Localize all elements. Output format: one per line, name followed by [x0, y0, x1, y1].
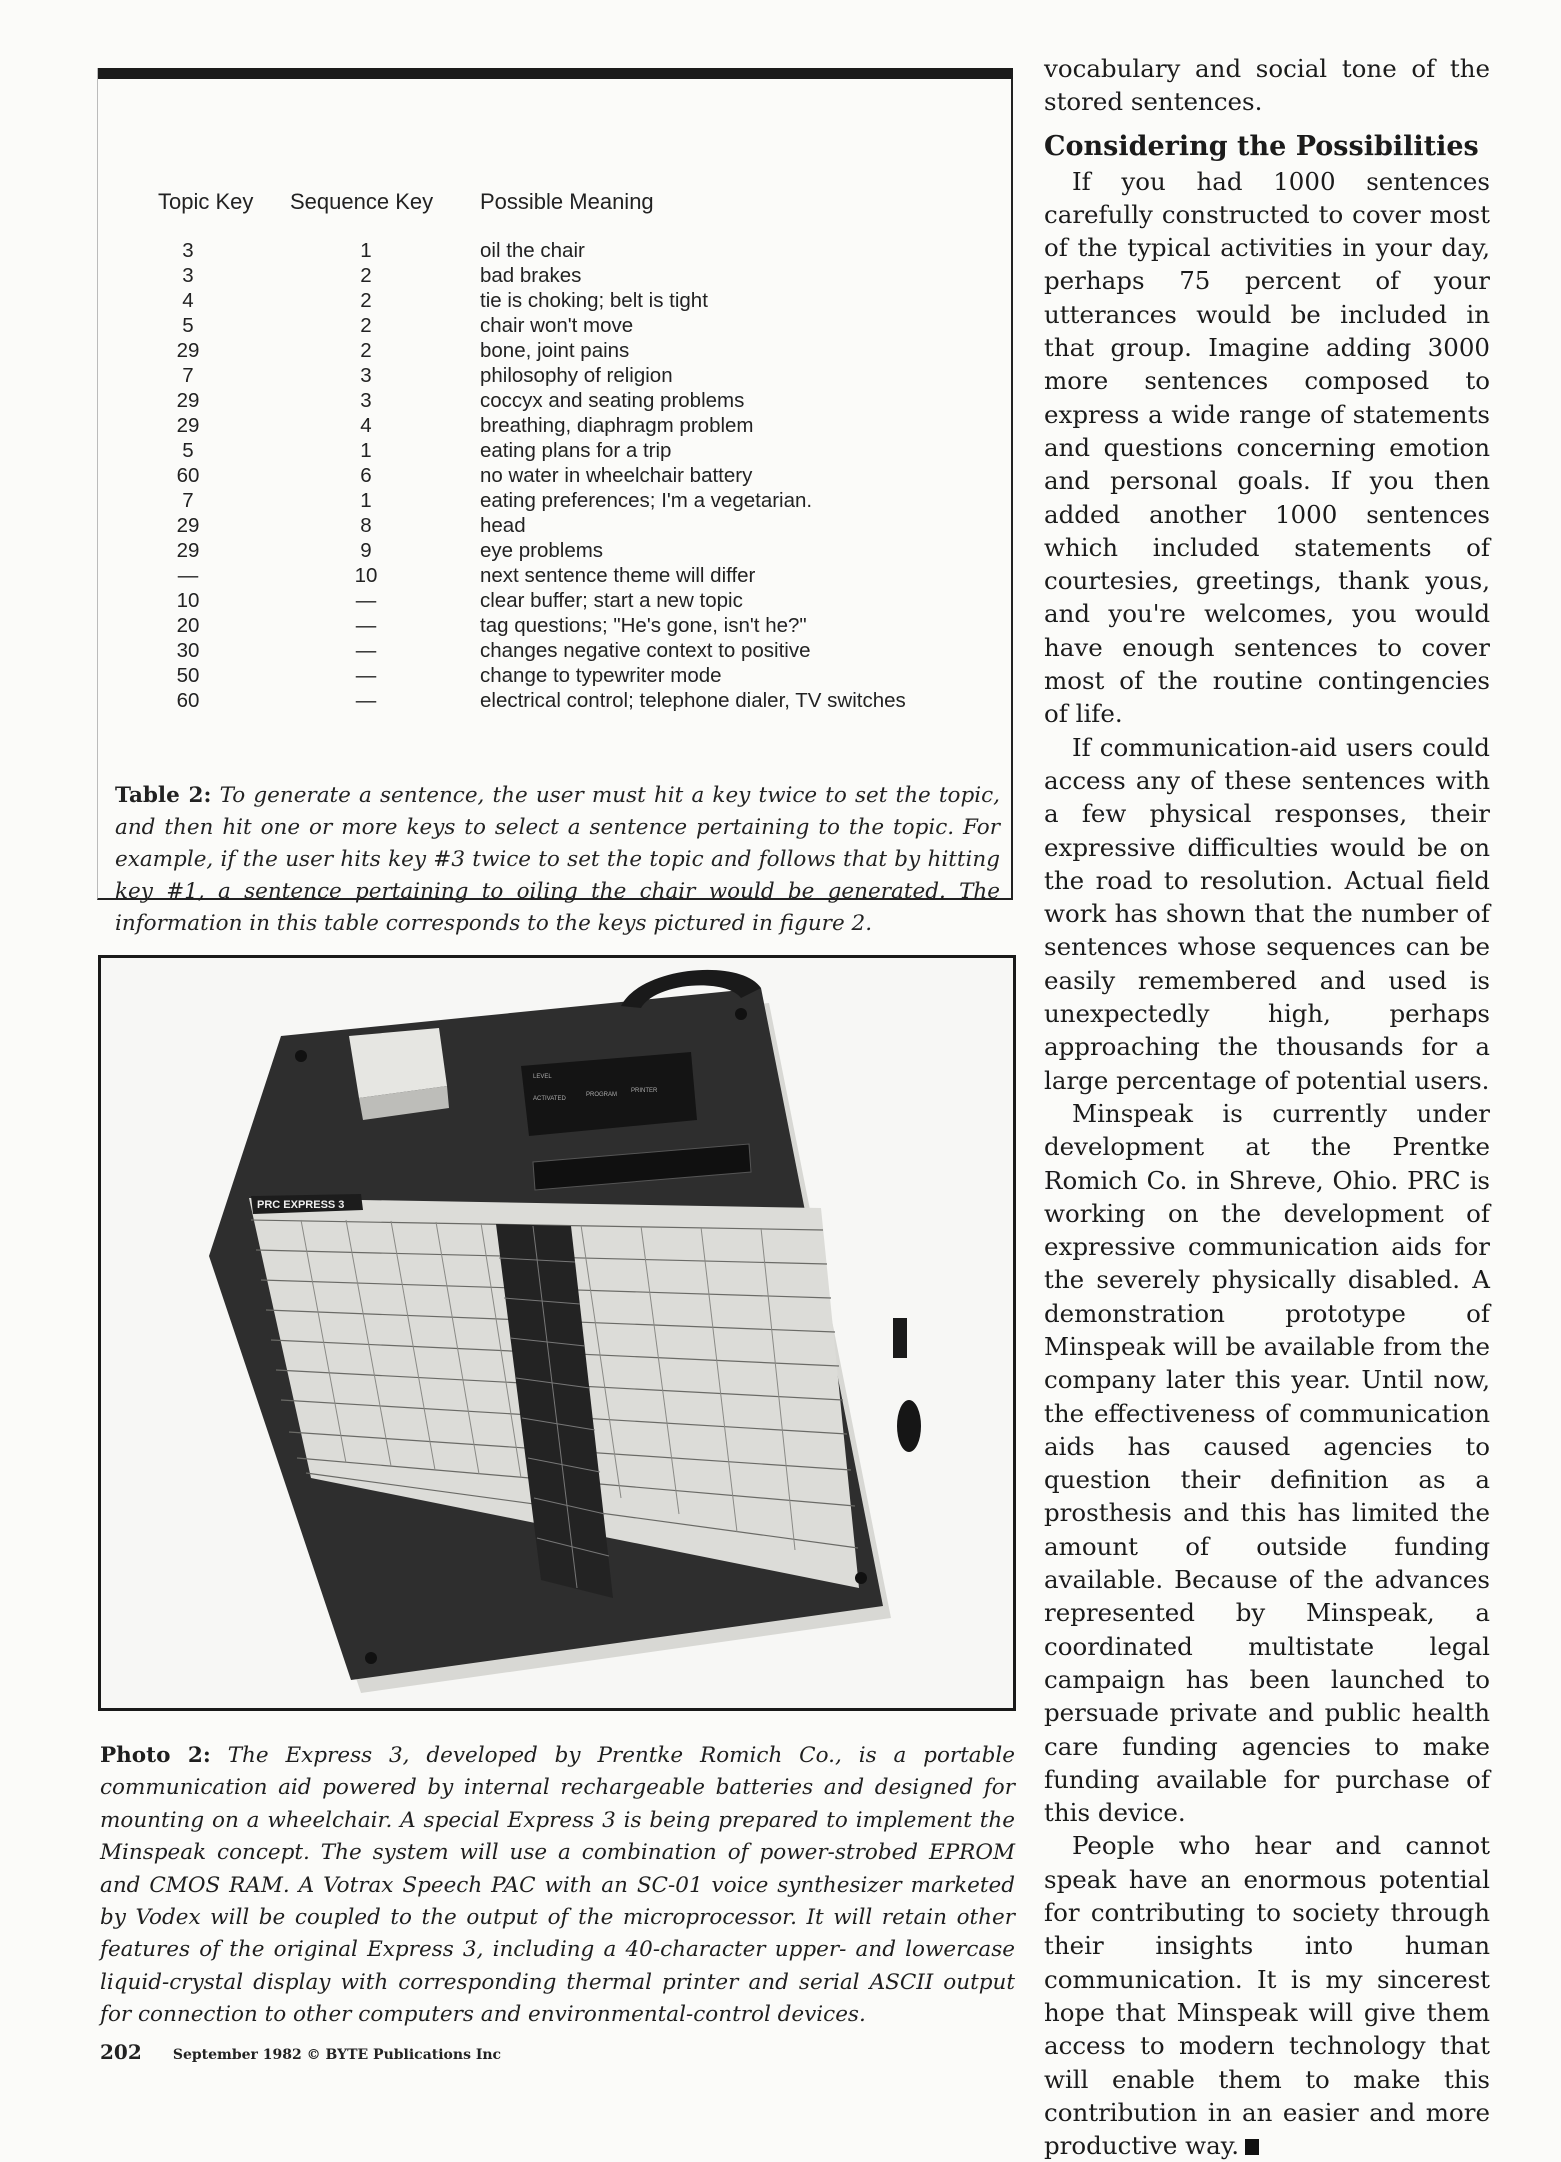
article-paragraph-1: If you had 1000 sentences carefully constructed to cover most of the typical activities in your day, perhaps 75 percent of your utterances would be included in that group. Imagine adding 3000 more sentences composed to express a wide range of statements and questions concerning emotion and personal goals. If you then added another 1000 sentences which included statements of courtesies, greetings, thank yous, and you're welcomes, you would have enough sentences to cover most of the routine contingencies of life.: [1044, 166, 1490, 729]
meaning-cell: bone, joint pains: [480, 339, 630, 362]
topic-key-cell: 50: [176, 664, 200, 687]
topic-key-cell: 4: [182, 289, 194, 312]
table-row: [98, 388, 1011, 413]
page-footer: [100, 2040, 501, 2064]
topic-key-cell: 29: [176, 514, 200, 537]
page-number: 202: [100, 2040, 142, 2064]
photo-caption-label: Photo 2:: [100, 1743, 211, 1768]
sequence-key-cell: 3: [360, 364, 372, 387]
table-row: [98, 688, 1011, 713]
topic-key-cell: 29: [176, 539, 200, 562]
sequence-key-cell: —: [355, 639, 377, 662]
article-intro-paragraph: vocabulary and social tone of the stored sentences.: [1044, 54, 1490, 117]
table-row: [98, 588, 1011, 613]
section-heading: Considering the Possibilities: [1044, 130, 1479, 162]
meaning-cell: coccyx and seating problems: [480, 389, 745, 412]
topic-key-cell: 3: [182, 239, 194, 262]
meaning-cell: no water in wheelchair battery: [480, 464, 753, 487]
sequence-key-cell: 2: [360, 339, 372, 362]
meaning-cell: oil the chair: [480, 239, 585, 262]
topic-key-cell: —: [177, 564, 199, 587]
topic-key-cell: 7: [182, 489, 194, 512]
panel-label-level: LEVEL: [533, 1074, 552, 1080]
table-row: [98, 238, 1011, 263]
table-row: [98, 363, 1011, 388]
meaning-cell: head: [480, 514, 526, 537]
table-row: [98, 488, 1011, 513]
express-3-device-illustration: [101, 958, 1013, 1708]
side-port: [897, 1400, 921, 1452]
meaning-cell: next sentence theme will differ: [480, 564, 756, 587]
table-row: [98, 313, 1011, 338]
panel-label-activated: ACTIVATED: [533, 1096, 566, 1102]
topic-key-cell: 5: [182, 314, 194, 337]
meaning-cell: chair won't move: [480, 314, 634, 337]
panel-label-program: PROGRAM: [586, 1092, 618, 1098]
side-connector: [893, 1318, 907, 1358]
meaning-cell: changes negative context to positive: [480, 639, 811, 662]
sequence-key-cell: 8: [360, 514, 372, 537]
article-paragraph-4-text: People who hear and cannot speak have an enormous potential for contributing to society through their insights into human communication. It is my sincerest hope that Minspeak will give them access to modern technology that will enable them to make this contribution in an easier and more productive way.: [1044, 1831, 1490, 2161]
topic-key-cell: 60: [176, 689, 200, 712]
meaning-cell: eating preferences; I'm a vegetarian.: [480, 489, 813, 512]
header-sequence-key: Sequence Key: [290, 189, 434, 214]
photo-caption-text: The Express 3, developed by Prentke Romich Co., is a portable communication aid powered by internal rechargeable batteries and designed for mounting on a wheelchair. A special Express 3 is being prepared to implement the Minspeak concept. The system will use a combination of power-strobed EPROM and CMOS RAM. A Votrax Speech PAC with an SC-01 voice synthesizer marketed by Vodex will be coupled to the output of the microprocessor. It will retain other features of the original Express 3, including a 40-character upper- and lowercase liquid-crystal display with corresponding thermal printer and serial ASCII output for connection to other computers and environmental-control devices.: [100, 1743, 1015, 2028]
sequence-key-cell: 4: [360, 414, 372, 437]
table-row: [98, 513, 1011, 538]
sequence-key-cell: 6: [360, 464, 372, 487]
header-topic-key: Topic Key: [158, 189, 254, 214]
table-caption: [115, 780, 1000, 940]
device-brand-label: PRC EXPRESS 3: [257, 1199, 345, 1211]
meaning-cell: tag questions; "He's gone, isn't he?": [480, 614, 807, 637]
photo-caption: [100, 1740, 1015, 2032]
article-column: [1044, 52, 1490, 2162]
table-row: [98, 438, 1011, 463]
meaning-cell: bad brakes: [480, 264, 582, 287]
sequence-key-cell: 1: [360, 239, 372, 262]
topic-key-cell: 30: [176, 639, 200, 662]
topic-key-cell: 29: [176, 414, 200, 437]
sequence-key-cell: 1: [360, 439, 372, 462]
sequence-key-cell: 1: [360, 489, 372, 512]
topic-key-cell: 10: [176, 589, 200, 612]
table-body: [98, 238, 1011, 713]
publication-line: September 1982 © BYTE Publications Inc: [172, 2047, 502, 2063]
photo-express-3: [98, 955, 1016, 1711]
topic-key-cell: 29: [176, 339, 200, 362]
article-paragraph-4: [1044, 1829, 1490, 2162]
table-2: [97, 68, 1013, 936]
topic-key-cell: 20: [176, 614, 200, 637]
topic-key-cell: 60: [176, 464, 200, 487]
table-row: [98, 563, 1011, 588]
article-paragraph-3: Minspeak is currently under development at the Prentke Romich Co. in Shreve, Ohio. PRC is working on the development of expressive communication aids for the severely physically disabled. A demonstration prototype of Minspeak will be available from the company later this year. Until now, the effectiveness of communication aids has caused agencies to question their definition as a prosthesis and this has limited the amount of outside funding available. Because of the advances represented by Minspeak, a coordinated multistate legal campaign has been launched to persuade private and public health care funding agencies to make funding available for purchase of this device.: [1044, 1098, 1490, 1828]
meaning-cell: philosophy of religion: [480, 364, 673, 387]
sequence-key-cell: 9: [360, 539, 372, 562]
table-row: [98, 463, 1011, 488]
meaning-cell: breathing, diaphragm problem: [480, 414, 754, 437]
sequence-key-cell: 10: [354, 564, 378, 587]
table-row: [98, 538, 1011, 563]
sequence-key-cell: —: [355, 689, 377, 712]
meaning-cell: electrical control; telephone dialer, TV switches: [480, 689, 906, 712]
article-paragraph-2: If communication-aid users could access any of these sentences with a few physical responses, their expressive difficulties would be on the road to resolution. Actual field work has shown that the number of sentences whose sequences can be easily remembered and used is unexpectedly high, perhaps approaching the thousands for a large percentage of potential users.: [1044, 732, 1490, 1095]
topic-key-cell: 7: [182, 364, 194, 387]
topic-key-cell: 29: [176, 389, 200, 412]
sequence-key-cell: 2: [360, 264, 372, 287]
topic-key-cell: 3: [182, 264, 194, 287]
table-row: [98, 288, 1011, 313]
table-row: [98, 663, 1011, 688]
header-possible-meaning: Possible Meaning: [480, 189, 654, 214]
sequence-key-cell: 3: [360, 389, 372, 412]
meaning-cell: change to typewriter mode: [480, 664, 722, 687]
sequence-key-cell: 2: [360, 289, 372, 312]
sequence-key-cell: 2: [360, 314, 372, 337]
end-of-article-mark: [1245, 2139, 1259, 2155]
table-caption-label: Table 2:: [115, 783, 212, 808]
table-row: [98, 338, 1011, 363]
sequence-key-cell: —: [355, 589, 377, 612]
meaning-cell: clear buffer; start a new topic: [480, 589, 743, 612]
table-row: [98, 613, 1011, 638]
sequence-key-cell: —: [355, 614, 377, 637]
table-row: [98, 638, 1011, 663]
table-caption-text: To generate a sentence, the user must hit a key twice to set the topic, and then hit one or more keys to select a sentence pertaining to the topic. For example, if the user hits key #3 twice to set the topic and follows that by hitting key #1, a sentence pertaining to oiling the chair would be generated. The information in this table corresponds to the keys pictured in figure 2.: [115, 783, 1000, 936]
table-top-rule: [98, 68, 1013, 79]
panel-label-printer: PRINTER: [631, 1088, 658, 1094]
thermal-printer: [349, 1028, 447, 1098]
meaning-cell: eating plans for a trip: [480, 439, 672, 462]
sequence-key-cell: —: [355, 664, 377, 687]
table-row: [98, 413, 1011, 438]
table-row: [98, 263, 1011, 288]
topic-key-cell: 5: [182, 439, 194, 462]
meaning-cell: eye problems: [480, 539, 604, 562]
meaning-cell: tie is choking; belt is tight: [480, 289, 708, 312]
